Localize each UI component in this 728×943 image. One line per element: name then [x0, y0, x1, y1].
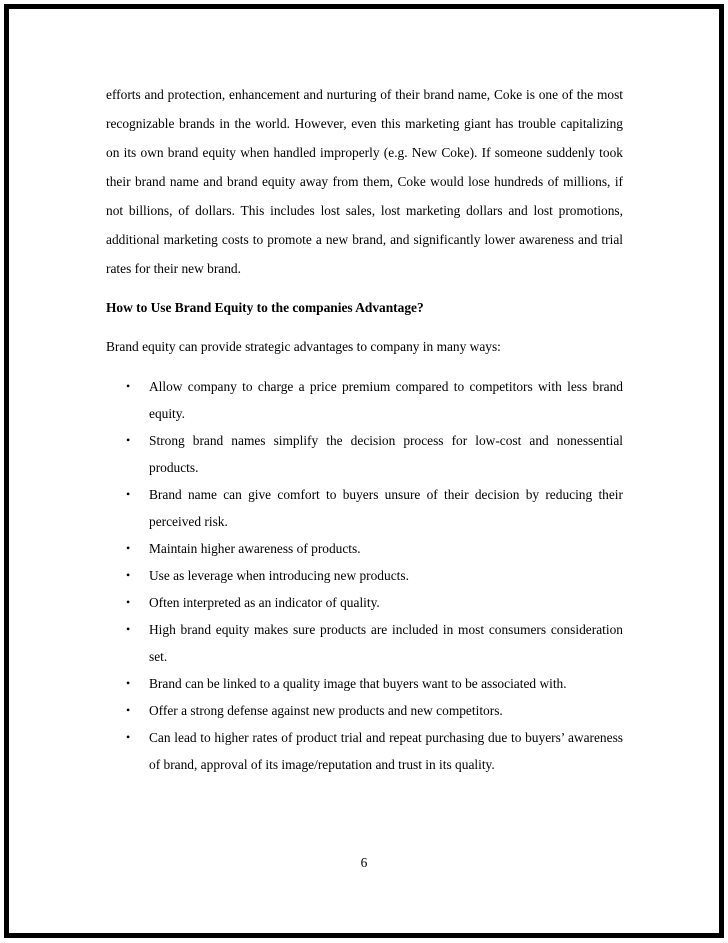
- document-body: [106, 80, 623, 778]
- list-item: [106, 589, 623, 616]
- list-item: [106, 427, 623, 481]
- page-number: 6: [360, 855, 368, 870]
- bullet-icon: •: [126, 676, 131, 690]
- bullet-icon: •: [126, 622, 131, 636]
- bullet-icon: •: [126, 433, 131, 447]
- list-item-text: Maintain higher awareness of products.: [149, 541, 361, 556]
- list-item-text: Strong brand names simplify the decision process for low-cost and nonessential products.: [149, 433, 623, 475]
- list-item-text: Can lead to higher rates of product trial and repeat purchasing due to buyers’ awareness of brand, approval of its image/reputation and trust in its quality.: [149, 730, 623, 772]
- list-item: [106, 562, 623, 589]
- list-item-text: High brand equity makes sure products are included in most consumers consideration set.: [149, 622, 623, 664]
- list-item: [106, 697, 623, 724]
- list-item-text: Often interpreted as an indicator of quality.: [149, 595, 380, 610]
- list-item: [106, 616, 623, 670]
- list-item: [106, 670, 623, 697]
- advantages-list: [106, 373, 623, 778]
- section-heading: How to Use Brand Equity to the companies Advantage?: [106, 300, 424, 315]
- bullet-icon: •: [126, 703, 131, 717]
- bullet-icon: •: [126, 379, 131, 393]
- list-item-text: Brand name can give comfort to buyers unsure of their decision by reducing their perceived risk.: [149, 487, 623, 529]
- bullet-icon: •: [126, 730, 131, 744]
- bullet-icon: •: [126, 568, 131, 582]
- body-paragraph: efforts and protection, enhancement and nurturing of their brand name, Coke is one of the most recognizable brands in the world. However, even this marketing giant has trouble capitalizing on its own brand equity when handled improperly (e.g. New Coke). If someone suddenly took their brand name and brand equity away from them, Coke would lose hundreds of millions, if not billions, of dollars. This includes lost sales, lost marketing dollars and lost promotions, additional marketing costs to promote a new brand, and significantly lower awareness and trial rates for their new brand.: [106, 87, 623, 276]
- list-item-text: Use as leverage when introducing new products.: [149, 568, 409, 583]
- list-item: [106, 373, 623, 427]
- bullet-icon: •: [126, 541, 131, 555]
- list-item-text: Brand can be linked to a quality image that buyers want to be associated with.: [149, 676, 567, 691]
- list-item-text: Offer a strong defense against new products and new competitors.: [149, 703, 503, 718]
- list-item-text: Allow company to charge a price premium compared to competitors with less brand equity.: [149, 379, 623, 421]
- intro-paragraph: Brand equity can provide strategic advantages to company in many ways:: [106, 339, 501, 354]
- bullet-icon: •: [126, 595, 131, 609]
- list-item: [106, 481, 623, 535]
- list-item: [106, 535, 623, 562]
- bullet-icon: •: [126, 487, 131, 501]
- list-item: [106, 724, 623, 778]
